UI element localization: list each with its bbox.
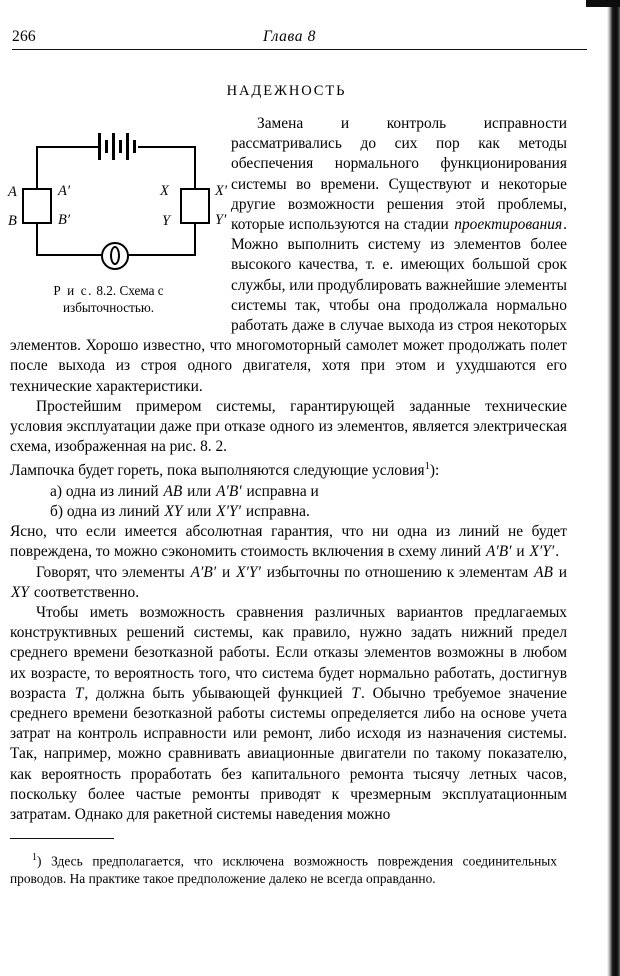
- paragraph-3-text: Лампочка будет гореть, пока выполняются следующие условия: [10, 462, 425, 480]
- header-rule: [12, 49, 587, 50]
- paragraph-6-text-a: Чтобы иметь возможность сравнения различных вариантов предлагаемых конструктивных решений системы, как правило, нужно задать нижний предел среднего времени безотказной работы. Если отказы элементов возможны в любом их возрасте, то вероятность того, что система будет нормально работать, достигнув возраста: [10, 604, 567, 702]
- footnote-separator-rule: [10, 838, 114, 839]
- figure-8-2: [8, 118, 228, 316]
- footnote-1: [10, 849, 557, 888]
- condition-item-b: [10, 502, 567, 522]
- footnote-marker: 1: [32, 852, 37, 863]
- paragraph-5-text-e: соответственно.: [29, 583, 140, 601]
- condition-b-var-1: XY: [164, 502, 183, 520]
- battery-plate-3: [112, 133, 115, 160]
- condition-a-text-before: одна из линий: [61, 482, 163, 500]
- battery-plate-2: [105, 140, 108, 153]
- wire-left-box-bottom-stub: [36, 222, 38, 234]
- paragraph-6-var-2: T: [351, 684, 360, 702]
- lamp-filament-icon: [110, 246, 120, 265]
- terminal-label-B-prime: B′: [58, 212, 71, 228]
- relay-box-left: [22, 188, 52, 224]
- terminal-label-X: X: [160, 183, 169, 199]
- condition-a-marker: а): [50, 482, 62, 500]
- condition-b-marker: б): [50, 502, 63, 520]
- terminal-label-Y-prime: Y′: [215, 212, 227, 228]
- paragraph-5-text-d: и: [553, 563, 567, 581]
- relay-box-right: [180, 188, 210, 224]
- paragraph-4-text-b: и: [512, 543, 529, 561]
- figure-caption-number: 8.2.: [96, 283, 117, 298]
- footnote-text: ) Здесь предполагается, что исключена возможность повреждения соединительных проводов. На практике такое предположение далеко не всегда оправданно.: [10, 853, 557, 887]
- paragraph-4-text-a: Ясно, что если имеется абсолютная гарантия, что ни одна из линий не будет повреждена, то можно сэкономить стоимость включения в схему линий: [10, 523, 567, 561]
- terminal-label-B: B: [8, 213, 17, 229]
- battery-plate-6: [133, 140, 136, 153]
- paragraph-4: [10, 522, 567, 562]
- paragraph-6-var-1: T: [74, 684, 84, 702]
- page-number: 266: [12, 28, 36, 45]
- figure-caption-lead: Р и с.: [53, 283, 94, 298]
- condition-b-text-before: одна из линий: [62, 502, 164, 520]
- condition-a-var-1: AB: [163, 482, 183, 500]
- paragraph-5-var-4: XY: [11, 583, 29, 601]
- paragraph-5-text-b: и: [217, 563, 236, 581]
- condition-a-var-2: A′B′: [216, 482, 242, 500]
- figure-caption-text: Схема с избыточностью.: [62, 283, 164, 315]
- wire-top-left: [36, 146, 98, 148]
- wire-top-right: [138, 146, 196, 148]
- paragraph-1-emphasis: проектирования: [454, 216, 563, 234]
- condition-a-text-after: исправна и: [242, 482, 319, 500]
- section-heading: НАДЕЖНОСТЬ: [226, 83, 347, 99]
- terminal-label-A-prime: A′: [58, 183, 71, 199]
- wire-bottom-right: [128, 254, 196, 256]
- paragraph-4-var-1: A′B′: [486, 543, 512, 561]
- paragraph-5-text-a: Говорят, что элементы: [36, 563, 190, 581]
- paragraph-1-text-a: Замена и контроль исправности рассматривались до сих пор как методы обеспечения нормального функционирования системы во времени. Существуют и некоторые другие возможности решения этой проблемы, которые используются на стадии: [231, 115, 567, 234]
- paragraph-4-var-2: X′Y′: [529, 543, 555, 561]
- condition-a-text-mid: или: [183, 482, 216, 500]
- paragraph-1-text-b: . Можно выполнить систему из элементов более высокого качества, т. е. имеющих большой срок службы, или продублировать важнейшие элементы системы так, чтобы она продолжала нормально работать даже в случае выхода из строя некоторых элементов. Хорошо известно, что многомоторный самолет может продолжать полет после выхода из строя одного двигателя, хотя при этом и ухудшаются его технические характеристики.: [10, 216, 567, 395]
- wire-bottom-left: [36, 254, 102, 256]
- footnote-area: [10, 838, 557, 888]
- terminal-label-Y: Y: [162, 213, 171, 229]
- paragraph-5: [10, 563, 567, 603]
- paragraph-5-var-1: A′B′: [190, 563, 217, 581]
- condition-item-a: [10, 482, 567, 502]
- paragraph-5-var-3: AB: [534, 563, 553, 581]
- scan-edge-artifact: [607, 0, 620, 976]
- paragraph-3-lead: [10, 457, 567, 481]
- terminal-label-A: A: [8, 184, 17, 200]
- figure-caption: [10, 282, 215, 316]
- scan-corner-artifact: [586, 0, 620, 7]
- paragraph-6-text-b: , должна быть убывающей функцией: [84, 684, 351, 702]
- condition-b-var-2: X′Y′: [216, 502, 241, 520]
- paragraph-5-text-c: избыточны по отношению к элементам: [261, 563, 534, 581]
- wire-right-box-bottom-stub: [194, 222, 196, 234]
- circuit-diagram: [8, 118, 228, 270]
- battery-plate-4: [119, 140, 122, 153]
- running-head: [10, 28, 583, 58]
- paragraph-2: Простейшим примером системы, гарантирующей заданные технические условия эксплуатации даже при отказе одного из элементов, является электрическая схема, изображенная на рис. 8. 2.: [10, 397, 567, 456]
- footnote-reference: 1: [424, 461, 430, 473]
- paragraph-3-tail: ):: [429, 462, 440, 480]
- condition-b-text-after: исправна.: [241, 502, 310, 520]
- paragraph-5-var-2: X′Y′: [236, 563, 261, 581]
- running-chapter-title: Глава 8: [263, 28, 316, 45]
- conditions-list: [10, 482, 567, 522]
- body-text-column: [10, 114, 583, 825]
- condition-b-text-mid: или: [183, 502, 216, 520]
- paragraph-6-text-c: . Обычно требуемое значение среднего времени безотказной работы системы определяется либо на основе учета затрат на контроль исправности или ремонт, либо исходя из назначения системы. Так, например, можно сравнивать авиационные двигатели по такому показателю, как вероятность проработать без капитального ремонта тысячу летных часов, поскольку более частые ремонты приводят к чрезмерным эксплуатационным затратам. Однако для ракетной системы наведения можно: [10, 684, 567, 824]
- paragraph-4-text-c: .: [555, 543, 560, 561]
- battery-plate-1: [98, 133, 101, 160]
- terminal-label-X-prime: X′: [215, 183, 228, 199]
- paragraph-6: [10, 603, 567, 825]
- battery-plate-5: [126, 133, 129, 160]
